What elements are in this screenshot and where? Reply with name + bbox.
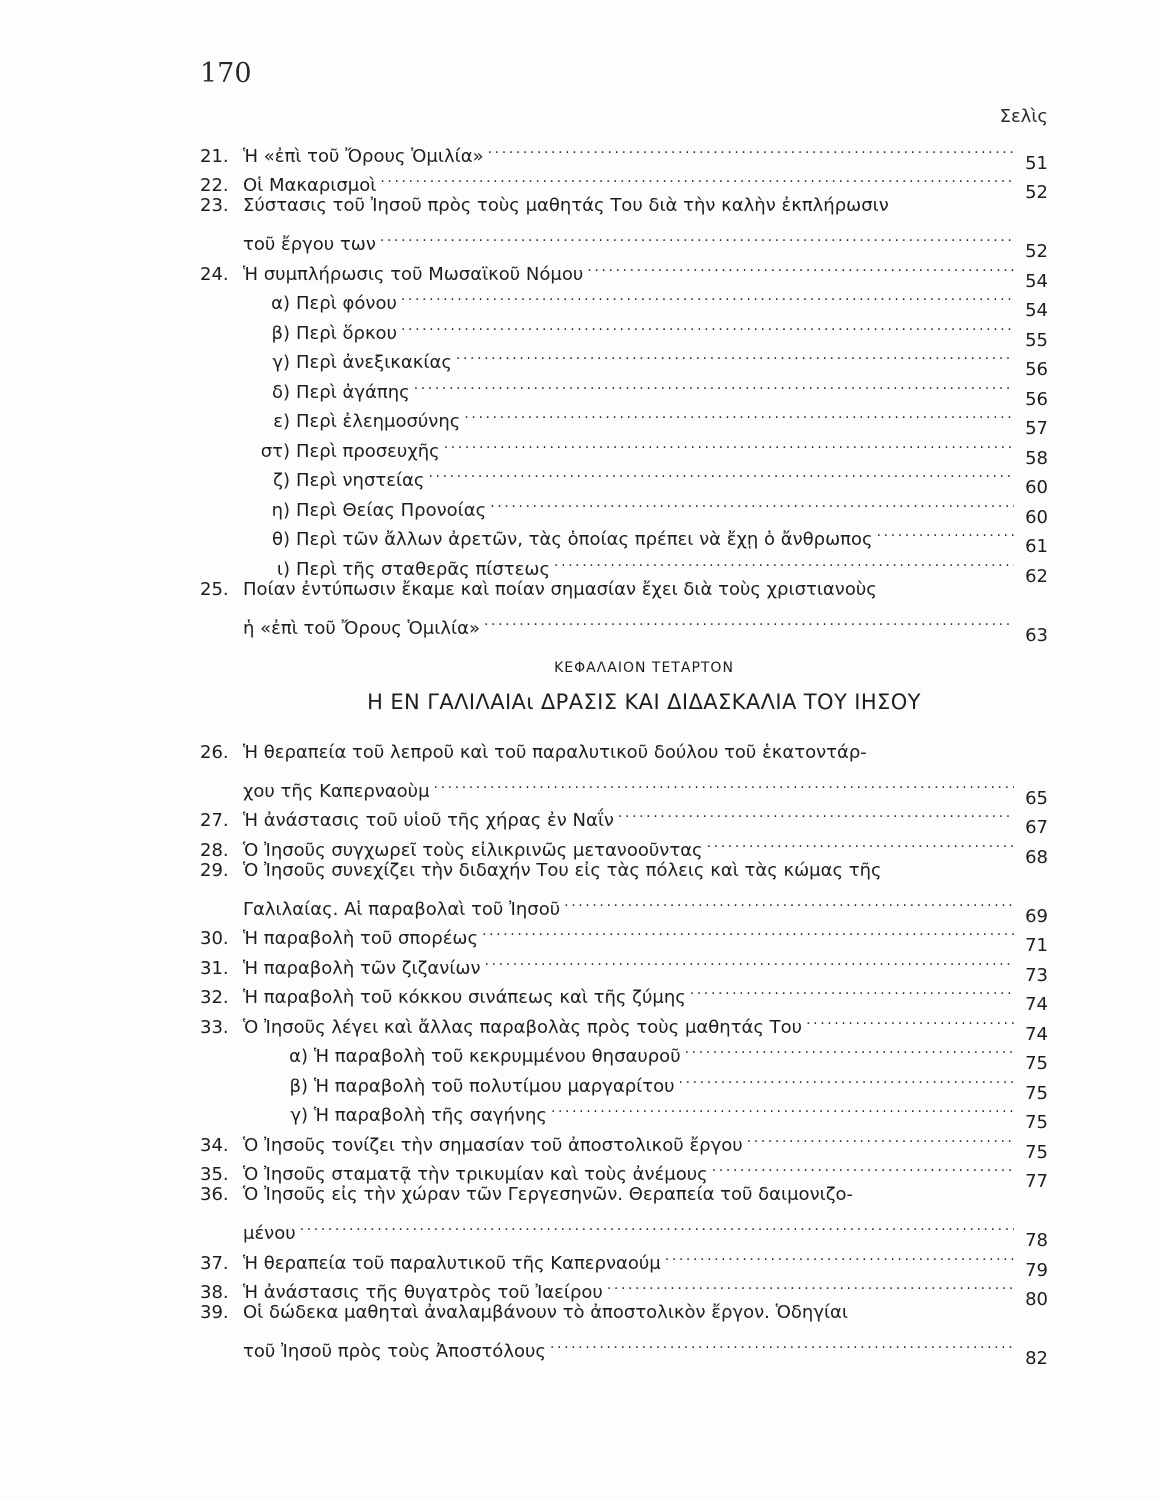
leader-dots (456, 339, 1014, 369)
entry-number: 25. (200, 578, 229, 600)
subentry-title: Περὶ ἐλεημοσύνης (296, 411, 461, 432)
entry-number: 27. (200, 810, 229, 831)
toc-entry (200, 1180, 1048, 1251)
leader-dots (401, 280, 1014, 310)
entry-number: 39. (200, 1302, 229, 1323)
entry-title: Ἡ παραβολὴ τοῦ κόκκου σινάπεως καὶ τῆς ζύμης (243, 987, 686, 1008)
entry-page: 68 (1025, 846, 1048, 868)
entry-title: Ἡ ἀνάστασις τοῦ υἱοῦ τῆς χήρας ἐν Ναΐν (243, 810, 614, 831)
subentry-title: Περὶ ἀνεξικακίας (296, 352, 452, 373)
leader-dots (747, 1121, 1014, 1151)
entry-number: 34. (200, 1134, 229, 1156)
entry-page: 75 (1025, 1112, 1048, 1133)
entry-page: 61 (1025, 536, 1048, 557)
entry-title: Ὁ Ἰησοῦς συγχωρεῖ τοὺς εἰλικρινῶς μετανοοῦντας (243, 839, 703, 861)
toc-entry (200, 1121, 1048, 1163)
toc-entry (200, 162, 1048, 203)
leader-dots (414, 368, 1014, 398)
subentry-mark: β) (289, 1075, 308, 1097)
leader-dots (707, 826, 1014, 856)
toc-entry (200, 1003, 1048, 1045)
entry-title-continued: χου τῆς Καπερναοὺμ (243, 780, 430, 802)
entry-page: 74 (1025, 1023, 1048, 1045)
toc-subentry (200, 516, 1048, 557)
subentry-title: Περὶ νηστείας (296, 470, 425, 491)
entry-number: 36. (200, 1184, 229, 1205)
leader-dots (484, 604, 1014, 634)
entry-page: 73 (1025, 964, 1048, 986)
entry-page: 54 (1025, 300, 1048, 321)
leader-dots (554, 545, 1014, 575)
entry-number: 31. (200, 957, 229, 979)
subentry-mark: στ) (260, 440, 290, 462)
toc-subentry (200, 280, 1048, 321)
entry-title: Ὁ Ἰησοῦς σταματᾷ τὴν τρικυμίαν καὶ τοὺς ἀνέμους (243, 1164, 708, 1185)
entry-page: 56 (1025, 388, 1048, 410)
entry-title: Ἡ θεραπεία τοῦ παραλυτικοῦ τῆς Καπερναούμ (243, 1252, 661, 1274)
leader-dots (464, 398, 1014, 428)
entry-page: 55 (1025, 329, 1048, 351)
subentry-title: Περὶ ἀγάπης (296, 381, 410, 403)
leader-dots (550, 1328, 1014, 1358)
entry-title: Ὁ Ἰησοῦς λέγει καὶ ἄλλας παραβολὰς πρὸς τοὺς μαθητάς Του (243, 1016, 803, 1038)
entry-number: 23. (200, 195, 229, 216)
entry-title: Ἡ «ἐπὶ τοῦ Ὄρους Ὁμιλία» (243, 145, 484, 167)
page-number: 170 (200, 58, 252, 89)
entry-page: 77 (1025, 1171, 1048, 1192)
entry-page: 69 (1025, 905, 1048, 927)
leader-dots (488, 132, 1014, 162)
leader-dots (401, 309, 1014, 339)
entry-number: 33. (200, 1016, 229, 1038)
entry-title: Ὁ Ἰησοῦς εἰς τὴν χώραν τῶν Γεργεσηνῶν. Θεραπεία τοῦ δαιμονιζο- (243, 1184, 854, 1205)
leader-dots (712, 1151, 1014, 1181)
subentry-mark: θ) (271, 529, 290, 550)
subentry-mark: ε) (273, 411, 290, 432)
toc-entry (200, 575, 1048, 646)
chapter-label: ΚΕΦΑΛΑΙΟΝ ΤΕΤΑΡΤΟΝ (554, 659, 734, 676)
toc-entry (200, 1239, 1048, 1281)
leader-dots (564, 885, 1014, 915)
entry-page: 63 (1025, 624, 1048, 646)
entry-title-continued: τοῦ ἔργου των (243, 234, 376, 255)
entry-title: Ἡ ἀνάστασις τῆς θυγατρὸς τοῦ Ἰαείρου (243, 1282, 603, 1303)
entry-page: 65 (1025, 787, 1048, 809)
leader-dots (665, 1239, 1014, 1269)
toc-entry (200, 191, 1048, 262)
toc-subentry (200, 1033, 1048, 1074)
leader-dots (434, 767, 1014, 797)
leader-dots (300, 1210, 1014, 1240)
chapter-title: Η ΕΝ ΓΑΛΙΛΑΙΑι ΔΡΑΣΙΣ ΚΑΙ ΔΙΔΑΣΚΑΛΙΑ ΤΟΥ ΙΗΣΟΥ (367, 689, 921, 714)
leader-dots (587, 250, 1014, 280)
toc-subentry (200, 545, 1048, 587)
subentry-title: Ἡ παραβολὴ τῆς σαγήνης (314, 1105, 547, 1126)
entry-title-continued: ἡ «ἐπὶ τοῦ Ὄρους Ὁμιλία» (243, 617, 480, 639)
entry-page: 74 (1025, 994, 1048, 1015)
leader-dots (877, 516, 1014, 546)
entry-page: 57 (1025, 418, 1048, 439)
entry-number: 28. (200, 839, 229, 861)
leader-dots (490, 486, 1014, 516)
leader-dots (380, 221, 1014, 251)
table-of-contents (200, 132, 1048, 1369)
toc-entry (200, 944, 1048, 986)
entry-number: 21. (200, 145, 229, 167)
toc-subentry (200, 309, 1048, 351)
subentry-mark: α) (271, 293, 290, 314)
subentry-mark: ι) (276, 558, 290, 580)
toc-subentry (200, 486, 1048, 528)
entry-title: Ποίαν ἐντύπωσιν ἔκαμε καὶ ποίαν σημασίαν ἔχει διὰ τοὺς χριστιανοὺς (243, 578, 877, 600)
leader-dots (685, 1033, 1014, 1063)
entry-page: 52 (1025, 241, 1048, 262)
subentry-mark: γ) (290, 1105, 308, 1126)
entry-page: 78 (1025, 1230, 1048, 1251)
toc-entry (200, 974, 1048, 1015)
entry-page: 75 (1025, 1141, 1048, 1163)
toc-entry (200, 915, 1048, 956)
toc-entry (200, 1269, 1048, 1310)
subentry-mark: ζ) (273, 470, 290, 491)
entry-title-continued: μένου (243, 1223, 296, 1244)
subentry-title: Περὶ προσευχῆς (296, 440, 440, 462)
entry-page: 75 (1025, 1053, 1048, 1074)
entry-page: 80 (1025, 1289, 1048, 1310)
toc-subentry (200, 1092, 1048, 1133)
entry-number: 26. (200, 741, 229, 763)
entry-title: Οἱ Μακαρισμοὶ (243, 175, 377, 196)
entry-title: Ὁ Ἰησοῦς συνεχίζει τὴν διδαχήν Του εἰς τὰς πόλεις καὶ τὰς κώμας τῆς (243, 859, 882, 881)
entry-title-continued: Γαλιλαίας. Αἱ παραβολαὶ τοῦ Ἰησοῦ (243, 898, 561, 920)
entry-title: Σύστασις τοῦ Ἰησοῦ πρὸς τοὺς μαθητάς Του διὰ τὴν καλὴν ἐκπλήρωσιν (243, 195, 889, 216)
toc-subentry (200, 457, 1048, 498)
entry-page: 56 (1025, 359, 1048, 380)
entry-page: 60 (1025, 506, 1048, 528)
subentry-title: Περὶ ὅρκου (296, 322, 397, 344)
entry-page: 52 (1025, 182, 1048, 203)
entry-title: Ἡ παραβολὴ τῶν ζιζανίων (243, 957, 481, 979)
entry-page: 75 (1025, 1082, 1048, 1104)
toc-entry (200, 1298, 1048, 1369)
entry-page: 67 (1025, 817, 1048, 838)
entry-number: 37. (200, 1252, 229, 1274)
toc-subentry (200, 398, 1048, 439)
entry-number: 22. (200, 175, 229, 196)
toc-entry (200, 1151, 1048, 1192)
entry-page: 60 (1025, 477, 1048, 498)
entry-title-continued: τοῦ Ἰησοῦ πρὸς τοὺς Ἀποστόλους (243, 1341, 546, 1362)
toc-subentry (200, 1062, 1048, 1104)
subentry-mark: γ) (272, 352, 290, 373)
entry-page: 62 (1025, 565, 1048, 587)
toc-subentry (200, 339, 1048, 380)
leader-dots (428, 457, 1014, 487)
entry-number: 29. (200, 859, 229, 881)
entry-page: 54 (1025, 270, 1048, 292)
subentry-title: Περὶ τῆς σταθερᾶς πίστεως (296, 558, 551, 580)
subentry-mark: η) (271, 499, 290, 521)
leader-dots (482, 915, 1014, 945)
entry-number: 24. (200, 263, 229, 285)
toc-entry (200, 250, 1048, 292)
entry-title: Ὁ Ἰησοῦς τονίζει τὴν σημασίαν τοῦ ἀποστολικοῦ ἔργου (243, 1134, 743, 1156)
entry-page: 51 (1025, 152, 1048, 174)
entry-page: 79 (1025, 1259, 1048, 1281)
toc-entry (200, 826, 1048, 868)
entry-title: Οἱ δώδεκα μαθηταὶ ἀναλαμβάνουν τὸ ἀποστολικὸν ἔργον. Ὁδηγίαι (243, 1302, 849, 1323)
leader-dots (380, 162, 1014, 192)
entry-number: 30. (200, 928, 229, 949)
subentry-mark: α) (289, 1046, 308, 1067)
entry-number: 32. (200, 987, 229, 1008)
toc-entry (200, 738, 1048, 809)
toc-entry (200, 132, 1048, 174)
subentry-mark: β) (271, 322, 290, 344)
entry-title: Ἡ παραβολὴ τοῦ σπορέως (243, 928, 479, 949)
toc-subentry (200, 427, 1048, 469)
leader-dots (806, 1003, 1014, 1033)
leader-dots (690, 974, 1014, 1004)
entry-page: 58 (1025, 447, 1048, 469)
toc-entry (200, 797, 1048, 838)
entry-title: Ἡ συμπλήρωσις τοῦ Μωσαϊκοῦ Νόμου (243, 263, 584, 285)
subentry-mark: δ) (271, 381, 290, 403)
subentry-title: Περὶ τῶν ἄλλων ἀρετῶν, τὰς ὁποίας πρέπει νὰ ἔχῃ ὁ ἄνθρωπος (296, 529, 873, 550)
leader-dots (551, 1092, 1014, 1122)
leader-dots (679, 1062, 1014, 1092)
leader-dots (618, 797, 1014, 827)
subentry-title: Ἡ παραβολὴ τοῦ πολυτίμου μαργαρίτου (314, 1075, 675, 1097)
leader-dots (607, 1269, 1014, 1299)
subentry-title: Ἡ παραβολὴ τοῦ κεκρυμμένου θησαυροῦ (314, 1046, 681, 1067)
toc-entry (200, 856, 1048, 927)
leader-dots (485, 944, 1014, 974)
entry-title: Ἡ θεραπεία τοῦ λεπροῦ καὶ τοῦ παραλυτικοῦ δούλου τοῦ ἑκατοντάρ- (243, 741, 867, 763)
toc-subentry (200, 368, 1048, 410)
subentry-title: Περὶ Θείας Προνοίας (296, 499, 487, 521)
entry-number: 35. (200, 1164, 229, 1185)
entry-page: 82 (1025, 1348, 1048, 1369)
entry-number: 38. (200, 1282, 229, 1303)
leader-dots (444, 427, 1014, 457)
subentry-title: Περὶ φόνου (296, 293, 397, 314)
page-column-heading: Σελὶς (999, 106, 1048, 127)
entry-page: 71 (1025, 935, 1048, 956)
